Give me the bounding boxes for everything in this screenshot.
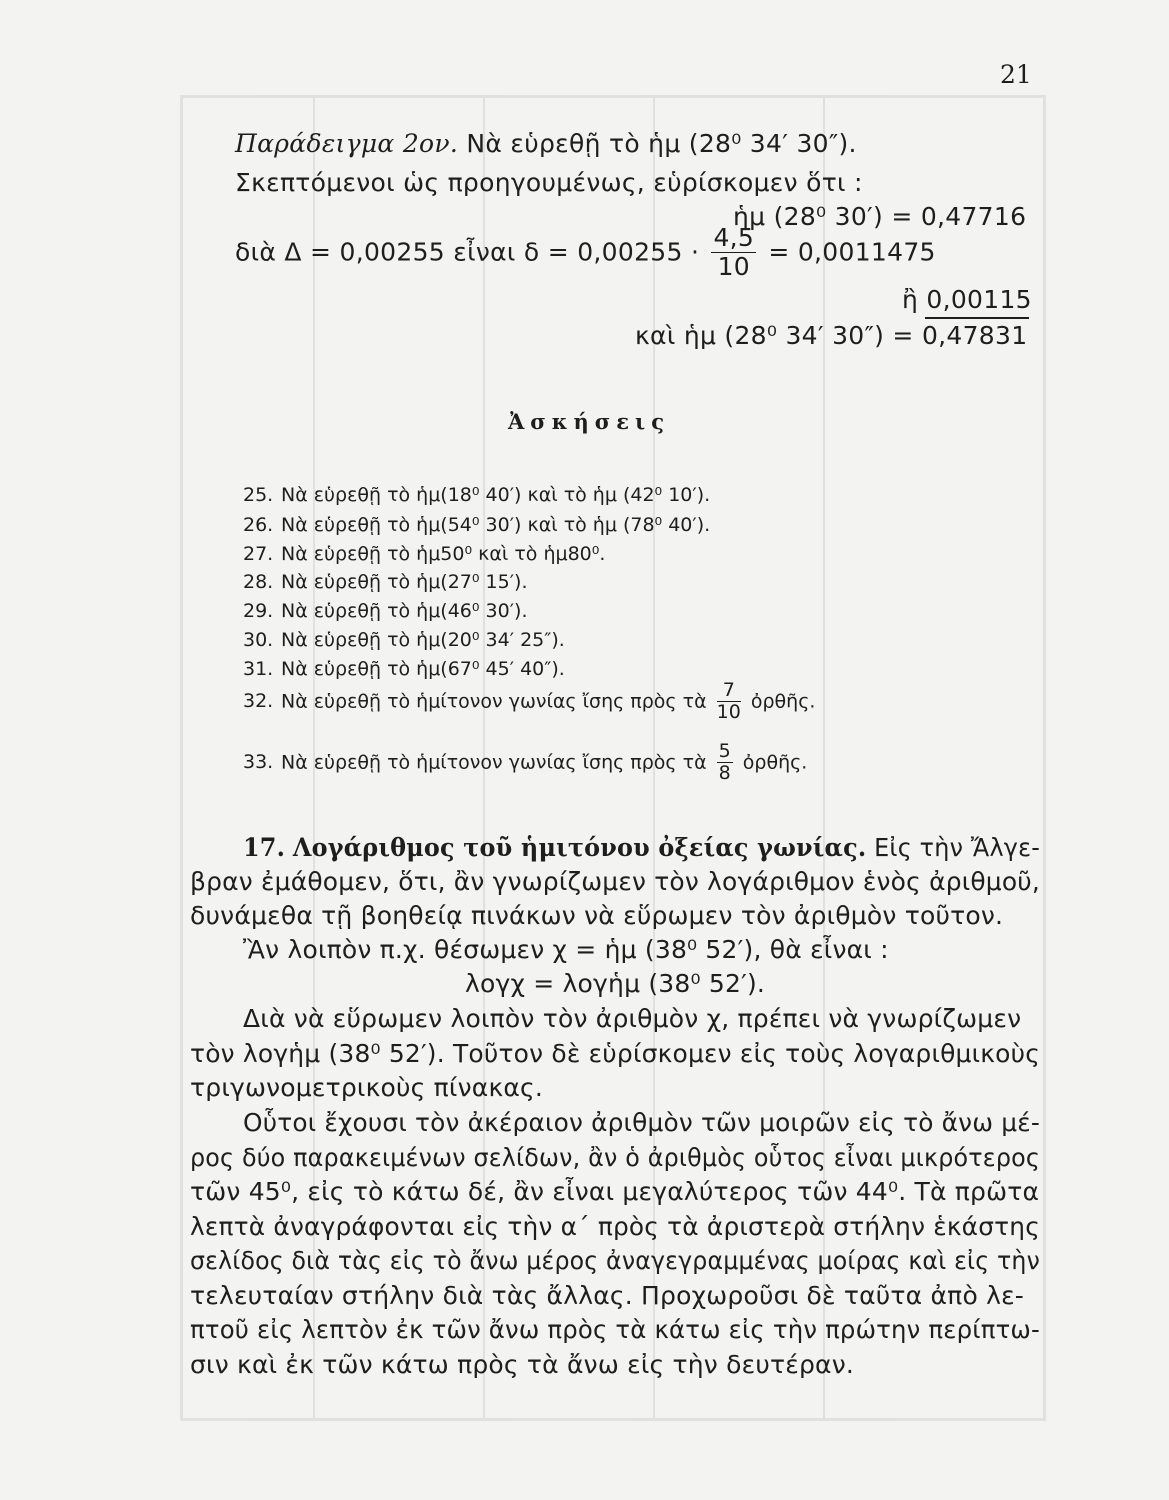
exercise-number: 28.	[243, 571, 274, 593]
fraction	[711, 224, 756, 280]
exercise-number: 33.	[243, 751, 274, 774]
section-text-line: τριγωνομετρικοὺς πίνακας.	[190, 1073, 544, 1102]
exercise-number: 29.	[243, 600, 274, 622]
exercise-item	[243, 658, 565, 680]
exercise-item	[243, 514, 710, 536]
exercise-text: Νὰ εὑρεθῇ τὸ ἡμ(67⁰ 45′ 40″).	[281, 658, 565, 680]
result-value: 0,47831	[921, 321, 1028, 350]
fraction-numerator: 4,5	[713, 223, 755, 252]
fraction-denominator: 10	[716, 700, 741, 723]
exercise-item	[243, 543, 605, 565]
example-task: Νὰ εὑρεθῇ τὸ ἡμ (28⁰ 34′ 30″).	[466, 129, 857, 158]
exercise-text: Νὰ εὑρεθῇ τὸ ἡμ(20⁰ 34′ 25″).	[281, 629, 565, 651]
page-number: 21	[1000, 60, 1032, 89]
section-text-line: Οὗτοι ἔχουσι τὸν ἀκέραιον ἀριθμὸν τῶν μοιρῶν εἰς τὸ ἄνω μέ-	[243, 1108, 1040, 1137]
sum-rule	[925, 317, 1029, 319]
section-text-line: τὸν λογἡμ (38⁰ 52′). Τοῦτον δὲ εὑρίσκομεν εἰς τοὺς λογαριθμικοὺς	[190, 1039, 1041, 1068]
exercise-text: Νὰ εὑρεθῇ τὸ ἡμίτονον γωνίας ἴσης πρὸς τὰ	[281, 751, 707, 774]
section-heading-line	[243, 833, 1040, 862]
exercise-text: Νὰ εὑρεθῇ τὸ ἡμ(54⁰ 30′) καὶ τὸ ἡμ (78⁰ 40′).	[281, 514, 711, 536]
result-label: καὶ ἡμ (28⁰ 34′ 30″) =	[635, 321, 914, 350]
exercise-text: Νὰ εὑρεθῇ τὸ ἡμίτονον γωνίας ἴσης πρὸς τὰ	[281, 690, 707, 713]
section-text-line: σιν καὶ ἐκ τῶν κάτω πρὸς τὰ ἄνω εἰς τὴν δευτέραν.	[190, 1350, 855, 1379]
section-text-line: Διὰ νὰ εὕρωμεν λοιπὸν τὸν ἀριθμὸν χ, πρέπει νὰ γνωρίζωμεν	[243, 1004, 1022, 1033]
exercise-tail: ὀρθῆς.	[750, 690, 816, 713]
section-text-line: πτοῦ εἰς λεπτὸν ἐκ τῶν ἄνω πρὸς τὰ κάτω εἰς τὴν πρώτην περίπτω-	[190, 1315, 1041, 1344]
section-text-line: τελευταίαν στήλην διὰ τὰς ἄλλας. Προχωροῦσι δὲ ταῦτα ἀπὸ λε-	[190, 1281, 1025, 1310]
exercise-item	[243, 484, 710, 506]
section-title: Λογάριθμος τοῦ ἡμιτόνου ὀξείας γωνίας.	[292, 833, 867, 862]
fraction-numerator: 7	[717, 680, 741, 702]
example-title: Παράδειγμα 2ον.	[235, 129, 459, 158]
section-formula: λογχ = λογἡμ (38⁰ 52′).	[465, 969, 766, 998]
exercise-number: 27.	[243, 543, 274, 565]
exercise-item	[243, 600, 528, 622]
section-text-line: Εἰς τὴν Ἄλγε-	[874, 833, 1041, 862]
exercise-text: Νὰ εὑρεθῇ τὸ ἡμ50⁰ καὶ τὸ ἡμ80⁰.	[281, 543, 606, 565]
fraction-denominator: 10	[717, 251, 750, 281]
exercise-item	[243, 741, 807, 784]
exercise-text: Νὰ εὑρεθῇ τὸ ἡμ(27⁰ 15′).	[281, 571, 528, 593]
section-number: 17.	[243, 833, 286, 862]
exercise-number: 26.	[243, 514, 274, 536]
example-line: Σκεπτόμενοι ὡς προηγουμένως, εὑρίσκομεν ὅτι :	[235, 168, 863, 197]
section-text-line: δυνάμεθα τῇ βοηθείᾳ πινάκων νὰ εὕρωμεν τὸν ἀριθμὸν τοῦτον.	[190, 901, 1004, 930]
exercise-number: 30.	[243, 629, 274, 651]
exercise-tail: ὀρθῆς.	[742, 751, 808, 774]
fraction-denominator: 8	[718, 761, 731, 784]
exercise-number: 32.	[243, 690, 274, 713]
section-text-line: λεπτὰ ἀναγράφονται εἰς τὴν α΄ πρὸς τὰ ἀριστερὰ στήλην ἑκάστης	[190, 1212, 1040, 1241]
exercises-heading: Ἀσκήσεις	[508, 409, 670, 434]
exercise-text: Νὰ εὑρεθῇ τὸ ἡμ(18⁰ 40′) καὶ τὸ ἡμ (42⁰ 10′).	[281, 484, 711, 506]
fraction	[717, 680, 741, 723]
example-line: ἡμ (28⁰ 30′) = 0,47716	[733, 202, 1027, 231]
exercise-text: Νὰ εὑρεθῇ τὸ ἡμ(46⁰ 30′).	[281, 600, 528, 622]
exercise-item	[243, 571, 528, 593]
fraction-numerator: 5	[718, 740, 731, 762]
fraction	[717, 741, 733, 784]
delta-text: διὰ Δ = 0,00255 εἶναι δ = 0,00255 ·	[235, 237, 700, 267]
exercise-number: 31.	[243, 658, 274, 680]
example-line: ἢ 0,00115	[902, 285, 1032, 314]
delta-result: = 0,0011475	[768, 237, 936, 267]
exercise-item	[243, 629, 565, 651]
example-result-line	[635, 321, 1027, 350]
section-text-line: Ἂν λοιπὸν π.χ. θέσωμεν χ = ἡμ (38⁰ 52′), θὰ εἶναι :	[243, 935, 889, 964]
exercise-number: 25.	[243, 484, 274, 506]
section-text-line: σελίδος διὰ τὰς εἰς τὸ ἄνω μέρος ἀναγεγραμμένας μοίρας καὶ εἰς τὴν	[190, 1246, 1040, 1275]
example-delta-line	[235, 224, 936, 280]
exercise-item	[243, 680, 815, 723]
section-text-line: βραν ἐμάθομεν, ὅτι, ἂν γνωρίζωμεν τὸν λογάριθμον ἑνὸς ἀριθμοῦ,	[190, 867, 1041, 896]
section-text-line: ρος δύο παρακειμένων σελίδων, ἂν ὁ ἀριθμὸς οὗτος εἶναι μικρότερος	[190, 1143, 1041, 1172]
section-text-line: τῶν 45⁰, εἰς τὸ κάτω δέ, ἂν εἶναι μεγαλύτερος τῶν 44⁰. Τὰ πρῶτα	[190, 1177, 1040, 1206]
example-heading-line	[235, 129, 857, 158]
